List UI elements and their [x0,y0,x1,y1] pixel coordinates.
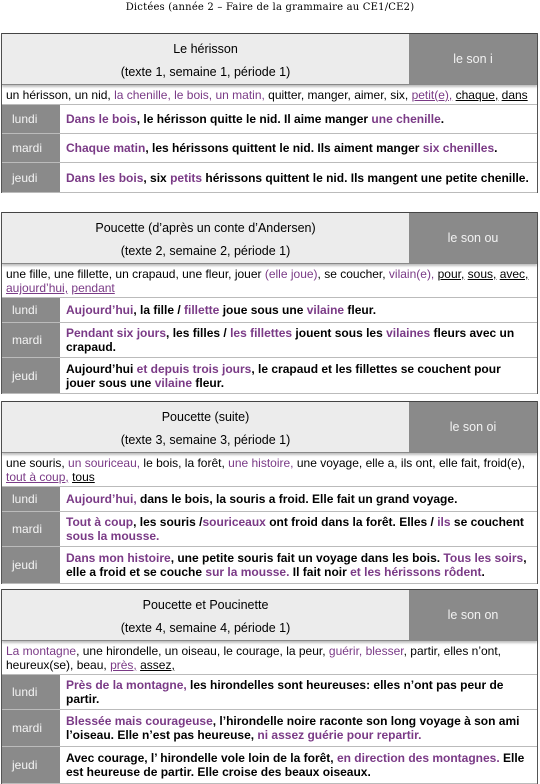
vocabulary-word: une fille, une fillette, un crapaud, une fleur, jouer [6,267,265,281]
card-title: Poucette (d’après un conte d’Andersen) [95,221,316,235]
sentence-text [66,171,529,185]
day-label: mardi [2,323,60,357]
dictation-sentence [60,105,537,133]
sentence-part: Dans le bois [66,112,137,126]
dictation-row [2,163,537,193]
sentence-part: vilaines [386,326,431,340]
day-label: mardi [2,134,60,162]
vocabulary-word: quitter, manger, aimer, six, [264,88,412,102]
vocabulary-word: une voyage, elle a, ils ont, elle fait, froid(e), [293,456,525,470]
dictation-sentence [60,487,537,511]
sentence-text [66,714,531,742]
sentence-part: , six [143,170,171,185]
dictation-row [2,323,537,358]
sentence-part: souriceaux [202,515,266,529]
vocabulary-word: le bois, la forêt, [140,456,229,470]
vocabulary-word: une histoire, [228,456,294,470]
card-subtitle: (texte 4, semaine 4, période 1) [120,621,291,635]
sentence-part: , elle a froid et se couche [66,551,527,579]
sound-label: le son ou [409,213,537,263]
dictation-sentence [60,134,537,162]
sentence-part: Aujourd’hui [66,361,137,376]
dictation-sentence [60,298,537,322]
vocabulary-word: avec, [499,267,529,281]
sentence-part: une chenille [371,112,441,126]
card-title-box [2,402,409,452]
sentence-part: Tous les soirs [443,551,524,565]
vocabulary-word: petit(e), [411,88,453,102]
vocabulary-word: La montagne [6,644,77,658]
vocabulary-word: sous, [467,267,497,281]
card-title-box [2,213,409,263]
sentence-part: Blessée mais courageuse [66,714,213,728]
dictation-card [1,589,538,784]
sentence-part: Dans mon histoire [66,551,171,565]
dictation-sentence [60,358,537,393]
vocabulary-word: un souriceau, [68,456,141,470]
sentence-part: Aujourd’hui, [66,492,137,506]
sentence-part: ni assez guérie pour repartir. [257,728,422,742]
sentence-part: , les hérissons quittent le nid. Ils aiment manger [145,141,423,155]
sentence-part: , la fille / [133,303,185,317]
dictation-row [2,105,537,134]
sentence-part: Aujourd’hui [66,303,134,317]
vocabulary-word: , partir, elles n’ont, heureux(se), beau, [6,644,502,672]
sentence-part: sous la mousse. [66,529,160,543]
sentence-part: se couchent [450,515,524,529]
sentence-text [66,515,531,543]
dictation-row [2,298,537,323]
vocabulary-word: vilain(e), [388,267,435,281]
vocabulary-list [2,453,537,487]
sentence-part: Dans les bois [66,170,144,185]
sentence-part: hérissons quittent le nid. Ils mangent une petite chenille. [202,170,529,185]
dictation-sentence [60,163,537,192]
card-title: Le hérisson [173,42,238,56]
sentence-part: les fillettes [230,326,293,340]
sentence-part: fleur. [192,375,225,390]
sentence-part: Près de la montagne, [66,678,187,692]
sentence-part: , le hérisson quitte le nid. Il aime manger [136,112,372,126]
dictation-row [2,512,537,547]
vocabulary-word: assez, [140,658,175,672]
dictation-row [2,675,537,710]
dictation-sentence [60,675,537,709]
vocabulary-word: , se coucher, [317,267,389,281]
dictation-sentence [60,747,537,783]
card-header [2,212,537,264]
dictation-sentence [60,512,537,546]
sound-label: le son i [409,34,537,84]
document-title: Dictées (année 2 – Faire de la grammaire au CE1/CE2) [125,2,415,13]
dictation-card [1,401,538,584]
card-subtitle: (texte 3, semaine 3, période 1) [120,433,291,447]
dictation-sentence [60,710,537,746]
vocabulary-word: chaque, [455,88,499,102]
vocabulary-word: la chenille, le bois, un matin, [114,88,265,102]
card-title-box [2,590,409,640]
day-label: lundi [2,487,60,511]
card-title: Poucette et Poucinette [142,598,269,612]
sentence-part: vilaine [306,303,345,317]
dictation-sentence [60,323,537,357]
day-label: lundi [2,675,60,709]
vocabulary-word: pendant [71,281,115,295]
dictation-row [2,487,537,512]
day-label: jeudi [2,547,60,583]
vocabulary-word: tous [72,470,95,484]
sentence-text [66,326,531,354]
sentence-part: ils [437,515,451,529]
vocabulary-word: tout à coup, [6,470,69,484]
vocabulary-list [2,641,537,675]
sentence-part: . [481,565,485,579]
sentence-part: Pendant six jours [66,326,167,340]
sentence-part: et les hérissons rôdent [350,565,482,579]
sentence-part: dans le bois, la souris a froid. Elle fait un grand voyage. [136,492,458,506]
card-header [2,401,537,453]
sentence-part: . [494,141,498,155]
sentence-part: ont froid dans la forêt. Elles / [265,515,438,529]
sentence-part: en direction des montagnes. [336,751,500,765]
sentence-part: Tout à coup [66,515,134,529]
vocabulary-word: (elle joue) [264,267,318,281]
sentence-part: . [440,112,445,126]
sentence-part: , les filles / [166,326,231,340]
vocabulary-list [2,85,537,105]
sentence-part: Avec courage, l’ hirondelle vole loin de la forêt, [66,751,337,765]
sentence-part: Il fait noir [289,565,351,579]
vocabulary-word: guérir, blesser [328,644,404,658]
sentence-part: six chenilles [422,141,495,155]
sentence-part: , l’hirondelle noire raconte son long voyage à son ami l’oiseau. Elle n’est pas heureuse, [66,714,520,742]
dictation-row [2,134,537,163]
dictation-card [1,212,538,394]
day-label: lundi [2,105,60,133]
card-subtitle: (texte 2, semaine 2, période 1) [120,244,291,258]
dictation-sentence [60,547,537,583]
sentence-part: Elle est heureuse de partir. Elle croise des beaux oiseaux. [66,751,525,779]
sentence-text [66,141,497,155]
vocabulary-word: pour, [437,267,465,281]
card-subtitle: (texte 1, semaine 1, période 1) [120,65,291,79]
vocabulary-word: près, [110,658,137,672]
card-title-box [2,34,409,84]
dictation-row [2,358,537,394]
sentence-text [66,551,531,579]
vocabulary-list [2,264,537,298]
sound-label: le son oi [409,402,537,452]
sound-label: le son on [409,590,537,640]
day-label: jeudi [2,358,60,393]
sentence-text [66,112,444,126]
day-label: jeudi [2,163,60,192]
sentence-part: joue sous une [219,303,307,317]
sentence-part: les hirondelles sont heureuses: elles n’ont pas peur de partir. [66,678,504,706]
sentence-text [66,492,457,506]
sentence-text [66,678,531,706]
vocabulary-word: aujourd’hui, [6,281,69,295]
sentence-part: vilaine [154,375,193,390]
vocabulary-word: , une hirondelle, un oiseau, le courage, la peur, [76,644,329,658]
sentence-part: jouent sous les [292,326,387,340]
vocabulary-word: dans [501,88,528,102]
dictation-row [2,710,537,747]
sentence-part: petits [170,170,203,185]
dictation-row [2,547,537,584]
card-header [2,589,537,641]
sentence-part: , les souris / [133,515,203,529]
vocabulary-word: un hérisson, un nid, [6,88,115,102]
sentence-text [66,303,376,317]
sentence-part: fleur. [344,303,377,317]
sentence-part: , le crapaud et les fillettes se couchent pour jouer sous une [66,361,501,390]
day-label: mardi [2,512,60,546]
card-header [2,33,537,85]
vocabulary-word: une souris, [6,456,69,470]
sentence-text [66,751,531,779]
sentence-part: et depuis trois jours [136,361,252,376]
day-label: mardi [2,710,60,746]
dictation-card [1,33,538,193]
day-label: lundi [2,298,60,322]
sentence-part: , une petite souris fait un voyage dans les bois. [170,551,444,565]
dictation-row [2,747,537,784]
sentence-text [66,362,531,390]
sentence-part: fillette [184,303,220,317]
sentence-part: sur la mousse. [205,565,290,579]
card-title: Poucette (suite) [161,410,250,424]
day-label: jeudi [2,747,60,783]
sentence-part: fleurs avec un crapaud. [66,326,515,354]
sentence-part: Chaque matin [66,141,146,155]
